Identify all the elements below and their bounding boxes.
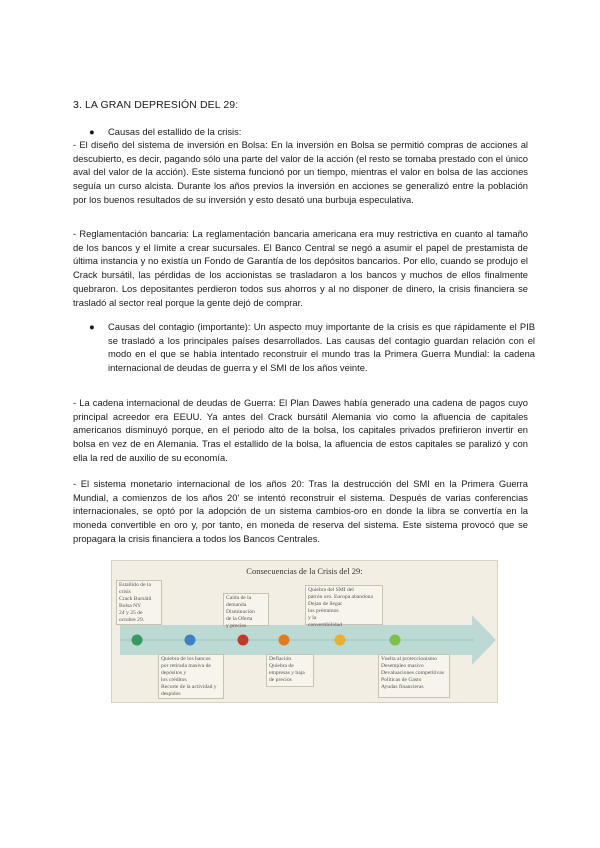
top-box-3: Quiebra del SMI del patrón oro. Europa abandona Dejan de llegar los préstamos y la convertibilidad bbox=[305, 585, 383, 625]
paragraph-deudas: - La cadena internacional de deudas de Guerra: El Plan Dawes había generado una cadena de pagos cuyo principal acreedor era EEUU. Ya antes del Crack bursátil Alemania vio como la afluencia de capitales americanos disminuyó porque, en el periodo alto de la bolsa, los capitales privados prefirieron invertir en bolsa en vez de en Alemania. Tras el estallido de la bolsa, la afluencia de estos capitales se paralizó y con ella la red de auxilio de su economía. bbox=[73, 397, 528, 463]
bottom-box-1: Quiebra de los bancos por retirada masiva de depósitos y los créditos Recorte de la actividad y despidos bbox=[158, 654, 224, 699]
bullet-dot: ● bbox=[89, 321, 95, 332]
bottom-box-3: Vuelta al proteccionismo Desempleo masivo Devaluaciones competitivas Políticas de Gasto Ayudas financieras bbox=[378, 654, 450, 698]
timeline-node bbox=[132, 635, 143, 646]
timeline-node bbox=[279, 635, 290, 646]
bullet-contagio-text: Causas del contagio (importante): Un aspecto muy importante de la crisis es que rápidamente el PIB se trasladó a los principales países desarrollados. Las causas del contagio guardan relación con el modo en el que se había intentado reconstruir el mundo tras la Primera Guerra Mundial: la cadena internacional de deudas de guerra y el SMI de los años veinte. bbox=[108, 321, 535, 373]
timeline-node bbox=[185, 635, 196, 646]
top-box-2: Caída de la demanda Disminución de la Oferta y precios bbox=[223, 593, 269, 626]
figure-title: Consecuencias de la Crisis del 29: bbox=[246, 566, 363, 576]
paragraph-bolsa: - El diseño del sistema de inversión en Bolsa: En la inversión en Bolsa se permitió compras de acciones al descubierto, es decir, pagando sólo una parte del valor de la acción (el resto se tomaba prestado con el único aval del valor de la acción). Este sistema funcionó por un tiempo, mientras el valor en bolsa de las acciones seguía un curso alcista. Durante los años previos la inversión en acciones se generalizó entre la población por los buenos resultados de su inversión y esto desató una burbuja especulativa. bbox=[73, 139, 528, 205]
top-box-1: Estallido de la crisis Crack Bursátil Bolsa NY 24 y 25 de octubre 29. bbox=[116, 580, 162, 625]
bullet-causes-text: Causas del estallido de la crisis: bbox=[108, 126, 242, 137]
timeline-node bbox=[390, 635, 401, 646]
paragraph-bancaria: - Reglamentación bancaria: La reglamentación bancaria americana era muy restrictiva en cuanto al tamaño de los bancos y el límite a crear sucursales. El Banco Central se negó a asumir el papel de prestamista de última instancia y no existía un Fondo de Garantía de los depósitos bancarios. Por ello, cuando se produjo el Crack bursátil, las pérdidas de los accionistas se trasladaron a los bancos y muchos de ellos finalmente quebraron. Los depositantes perdieron todos sus ahorros y al no disponer de dinero, la crisis financiera se trasladó al sector real porque la gente dejó de comprar. bbox=[73, 228, 528, 308]
crisis-consequences-figure bbox=[111, 560, 498, 703]
paragraph-sistema: - El sistema monetario internacional de los años 20: Tras la destrucción del SMI en la Primera Guerra Mundial, a comienzos de los años 20' se intentó reconstruir el sistema. Después de varias conferencias internacionales, se optó por la adopción de un sistema cambios-oro en donde la libra se convertía en la moneda convertible en oro y, por tanto, en moneda de reserva del sistema. Este sistema provocó que se propagara la crisis financiera a todos los Bancos Centrales. bbox=[73, 478, 528, 544]
timeline-node bbox=[238, 635, 249, 646]
timeline-node bbox=[335, 635, 346, 646]
bottom-box-2: Deflación Quiebra de empresas y baja de precios bbox=[266, 654, 314, 687]
bullet-dot: ● bbox=[89, 126, 95, 137]
section-heading: 3. LA GRAN DEPRESIÓN DEL 29: bbox=[73, 99, 239, 111]
